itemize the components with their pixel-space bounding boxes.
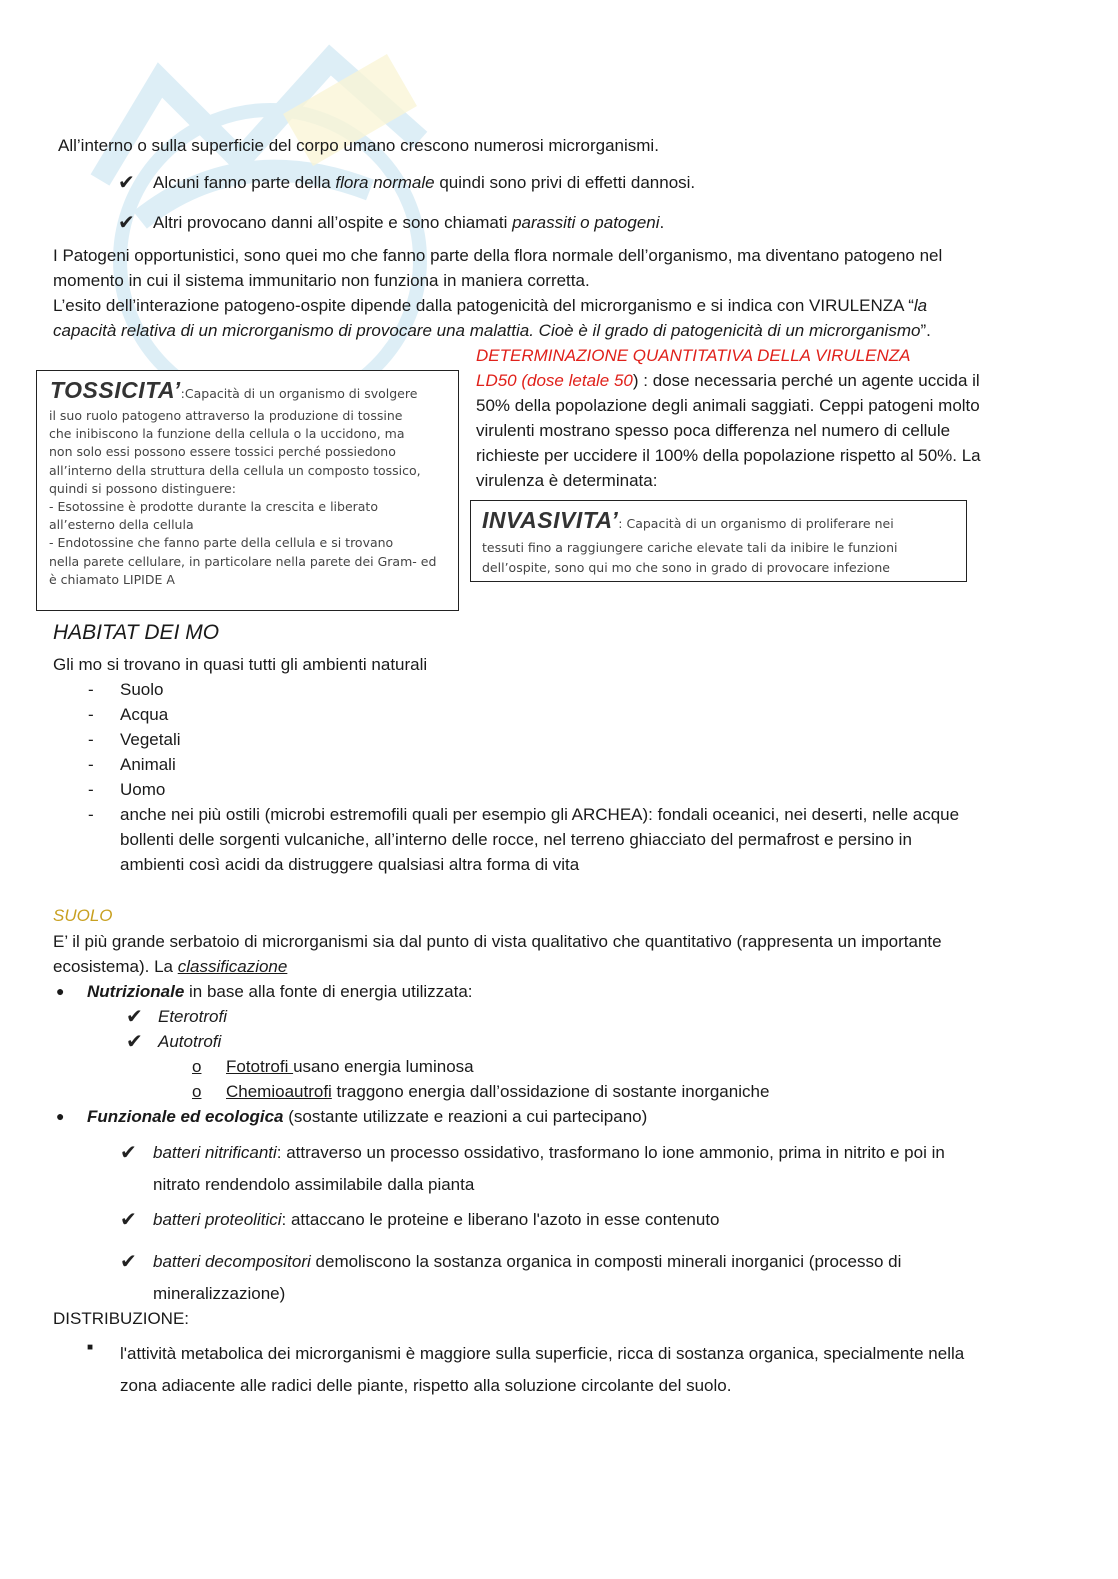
check-icon: ✔: [126, 1006, 143, 1028]
tossicita-box: [36, 370, 459, 611]
nutrizionale-item: Nutrizionale in base alla fonte di energia utilizzata:: [87, 982, 473, 1001]
check-icon: ✔: [118, 172, 135, 194]
list-item: Animali: [120, 755, 176, 774]
list-item: Acqua: [120, 705, 169, 724]
decompositori-item-cont: mineralizzazione): [153, 1284, 286, 1303]
distribuzione-line: l'attività metabolica dei microrganismi è maggiore sulla superficie, ricca di sostanza organica, specialmente nella: [120, 1344, 965, 1363]
distribuzione-line: zona adiacente alle radici delle piante, rispetto alla soluzione circolante del suolo.: [120, 1376, 732, 1395]
invasivita-box: [470, 500, 967, 582]
dash-bullet: -: [88, 680, 94, 699]
habitat-heading: HABITAT DEI MO: [53, 621, 220, 644]
ld50-line: LD50 (dose letale 50) : dose necessaria perché un agente uccida il: [476, 371, 980, 390]
virulence-heading: DETERMINAZIONE QUANTITATIVA DELLA VIRULENZA: [476, 346, 911, 365]
list-item: Vegetali: [120, 730, 181, 749]
tossicita-first-line: :Capacità di un organismo di svolgere: [180, 386, 418, 401]
list-item: bollenti delle sorgenti vulcaniche, all’interno delle rocce, nel terreno ghiacciato del permafrost e persino in: [120, 830, 912, 849]
check-item-patogeni: Altri provocano danni all’ospite e sono chiamati parassiti o patogeni.: [153, 213, 665, 232]
paragraph-line: capacità relativa di un microrganismo di provocare una malattia. Cioè è il grado di patogenicità di un microrganismo”.: [53, 321, 931, 340]
paragraph-line: ecosistema). La classificazione: [53, 957, 288, 976]
check-icon: ✔: [126, 1031, 143, 1053]
decompositori-item: batteri decompositori demoliscono la sostanza organica in composti minerali inorganici (processo di: [153, 1252, 902, 1271]
funzionale-item: Funzionale ed ecologica (sostante utilizzate e reazioni a cui partecipano): [87, 1107, 648, 1126]
bullet-dot: ●: [56, 983, 65, 999]
virulence-line: richieste per uccidere il 100% della popolazione rispetto al 50%. La: [476, 446, 981, 465]
suolo-heading: SUOLO: [53, 906, 113, 925]
autotrofi-item: Autotrofi: [158, 1032, 222, 1051]
check-item-flora: Alcuni fanno parte della flora normale quindi sono privi di effetti dannosi.: [153, 173, 696, 192]
virulence-line: 50% della popolazione degli animali saggiati. Ceppi patogeni molto: [476, 396, 980, 415]
check-icon: ✔: [118, 212, 135, 234]
check-icon: ✔: [120, 1209, 137, 1231]
sub-bullet: o: [192, 1082, 202, 1101]
intro-text: All’interno o sulla superficie del corpo umano crescono numerosi microrganismi.: [58, 136, 659, 155]
paragraph-line: E’ il più grande serbatoio di microrganismi sia dal punto di vista qualitativo che quantitativo (rappresenta un importante: [53, 932, 942, 951]
habitat-intro: Gli mo si trovano in quasi tutti gli ambienti naturali: [53, 655, 428, 674]
distribuzione-heading: DISTRIBUZIONE:: [53, 1309, 190, 1328]
invasivita-title: INVASIVITA’: [482, 507, 619, 533]
virulence-line: virulenti mostrano spesso poca differenza nel numero di cellule: [476, 421, 951, 440]
list-item: Uomo: [120, 780, 166, 799]
virulence-line: virulenza è determinata:: [476, 471, 658, 490]
square-bullet: ■: [87, 1342, 94, 1353]
bullet-dot: ●: [56, 1108, 65, 1124]
list-item: ambienti così acidi da distruggere qualsiasi altra forma di vita: [120, 855, 580, 874]
paragraph-line: L’esito dell’interazione patogeno-ospite dipende dalla patogenicità del microrganismo e si indica con VIRULENZA “la: [53, 296, 928, 315]
nitrificanti-item-cont: nitrato rendendolo assimilabile dalla pianta: [153, 1175, 475, 1194]
chemioautrofi-item: Chemioautrofi traggono energia dall’ossidazione di sostante inorganiche: [226, 1082, 770, 1101]
dash-bullet: -: [88, 730, 94, 749]
check-icon: ✔: [120, 1251, 137, 1273]
dash-bullet: -: [88, 805, 94, 824]
fototrofi-item: Fototrofi usano energia luminosa: [226, 1057, 474, 1076]
sub-bullet: o: [192, 1057, 202, 1076]
check-icon: ✔: [120, 1142, 137, 1164]
paragraph-line: I Patogeni opportunistici, sono quei mo che fanno parte della flora normale dell’organismo, ma diventano patogeno nel: [53, 246, 943, 265]
dash-bullet: -: [88, 705, 94, 724]
list-item: anche nei più ostili (microbi estremofili quali per esempio gli ARCHEA): fondali oceanici, nei deserti, nelle acque: [120, 805, 960, 824]
eterotrofi-item: Eterotrofi: [158, 1007, 227, 1026]
list-item: Suolo: [120, 680, 164, 699]
invasivita-body: tessuti fino a raggiungere cariche elevate tali da inibire le funzioni dell’ospite, sono qui mo che sono in grado di provocare infezione: [482, 540, 898, 575]
dash-bullet: -: [88, 780, 94, 799]
nitrificanti-item: batteri nitrificanti: attraverso un processo ossidativo, trasformano lo ione ammonio, prima in nitrito e poi in: [153, 1143, 945, 1162]
proteolitici-item: batteri proteolitici: attaccano le proteine e liberano l'azoto in esse contenuto: [153, 1210, 720, 1229]
tossicita-title: TOSSICITA’: [50, 377, 181, 403]
tossicita-body: il suo ruolo patogeno attraverso la produzione di tossine che inibiscono la funzione della cellula o la uccidono, ma non solo essi possono essere tossici perché possiedono all’interno della struttura della cellula un composto tossico, quindi si possono distinguere: - Esotossine è prodotte durante la crescita e liberato all’esterno della cellula - Endotossine che fanno parte della cellula e si trovano nella parete cellulare, in particolare nella parete dei Gram- ed è chiamato LIPIDE A: [49, 408, 437, 587]
dash-bullet: -: [88, 755, 94, 774]
paragraph-line: momento in cui il sistema immunitario non funziona in maniera corretta.: [53, 271, 590, 290]
invasivita-first-line: : Capacità di un organismo di proliferare nei: [618, 516, 894, 531]
